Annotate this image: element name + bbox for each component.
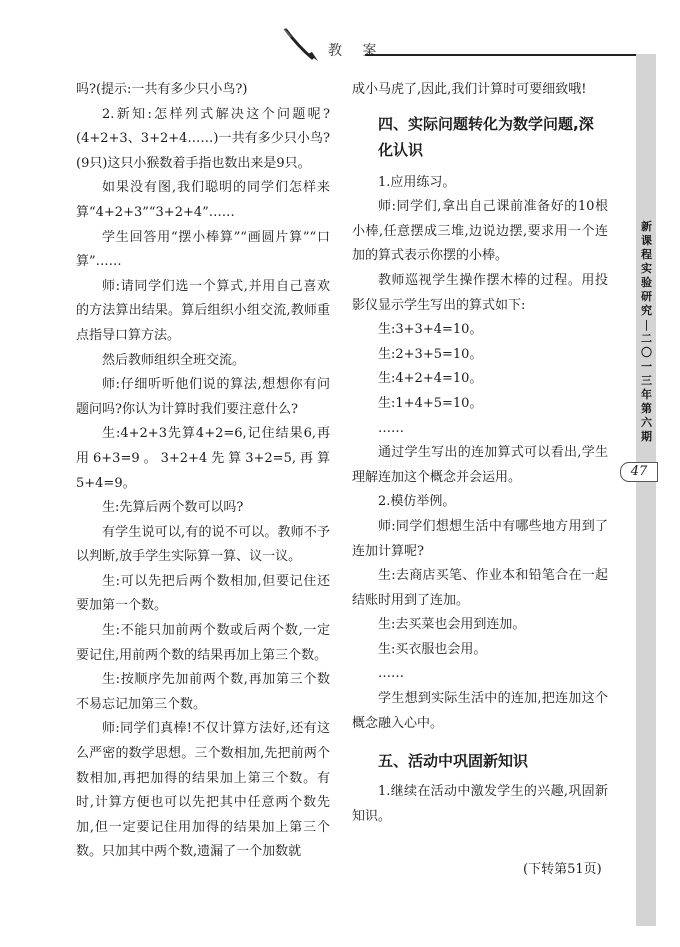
paragraph: 生:不能只加前两个数或后两个数,一定要记住,用前两个数的结果再加上第三个数。 — [76, 623, 330, 663]
paragraph: 师:请同学们选一个算式,并用自己喜欢的方法算出结果。算后组织小组交流,教师重点指导口算方法。 — [76, 278, 330, 343]
paragraph: 生:可以先把后两个数相加,但要记住还要加第一个数。 — [76, 573, 330, 614]
paragraph: 生:按顺序先加前两个数,再加第三个数不易忘记加第三个数。 — [76, 672, 330, 712]
paragraph: …… — [378, 420, 404, 436]
paragraph: 生:4+2+3先算4+2=6,记住结果6,再用6+3=9。3+2+4先算3+2=5,再算5+4=9。 — [76, 426, 330, 491]
journal-issue: 二〇一三年 第六期 — [641, 332, 652, 443]
journal-name: 新课程实验研究 — [641, 220, 652, 317]
section-heading: 四、实际问题转化为数学问题,深化认识 — [378, 114, 594, 159]
left-column — [76, 78, 330, 865]
paragraph: 师:同学们真棒!不仅计算方法好,还有这么严密的数学思想。三个数相加,先把前两个数相加,再把加得的结果加上第三个数。有时,计算方便也可以先把其中任意两个数先加,但一定要记住用加得的结果加上第三个数。只加其中两个数,遗漏了一个加数就 — [76, 721, 330, 860]
paragraph: 生:1+4+5=10。 — [378, 395, 483, 411]
paragraph: 师:同学们想想生活中有哪些地方用到了连加计算呢? — [352, 518, 608, 559]
section-heading: 五、活动中巩固新知识 — [378, 752, 529, 771]
paragraph: 学生回答用“摆小棒算”“画圆片算”“口算”…… — [76, 229, 330, 270]
paragraph: 成小马虎了,因此,我们计算时可要细致哦! — [352, 82, 587, 97]
paragraph: 学生想到实际生活中的连加,把连加这个概念融入心中。 — [352, 691, 608, 731]
paragraph: 吗?(提示:一共有多少只小鸟?) — [76, 82, 248, 97]
paragraph: 生:4+2+4=10。 — [378, 371, 483, 387]
sidebar-divider: | — [644, 318, 649, 331]
side-margin-band — [636, 54, 656, 926]
paragraph: 教师巡视学生操作摆木棒的过程。用投影仪显示学生写出的算式如下: — [352, 272, 608, 313]
right-column — [352, 78, 608, 829]
paragraph: 生:先算后两个数可以吗? — [102, 500, 244, 516]
header-rule — [365, 54, 637, 56]
paragraph: 生:2+3+5=10。 — [378, 346, 483, 362]
paragraph: 通过学生写出的连加算式可以看出,学生理解连加这个概念并会运用。 — [352, 445, 608, 485]
paragraph: 师:同学们,拿出自己课前准备好的10根小棒,任意摆成三堆,边说边摆,要求用一个连加的算式表示你摆的小棒。 — [352, 199, 608, 264]
paragraph: 生:去买菜也会用到连加。 — [378, 617, 526, 633]
paragraph: 如果没有图,我们聪明的同学们怎样来算“4+2+3”“3+2+4”…… — [76, 180, 330, 220]
paragraph: 2.模仿举例。 — [378, 494, 456, 510]
journal-sidebar — [640, 220, 653, 444]
paragraph: …… — [378, 666, 404, 682]
paragraph: 1.应用练习。 — [378, 174, 456, 190]
paragraph: 生:买衣服也会用。 — [378, 641, 487, 657]
page-header — [0, 0, 680, 80]
page-number: 47 — [620, 462, 658, 482]
paragraph: 有学生说可以,有的说不可以。教师不予以判断,放手学生实际算一算、议一议。 — [76, 524, 330, 565]
paragraph: 2.新知:怎样列式解决这个问题呢?(4+2+3、3+2+4……)一共有多少只小鸟?(9只)这只小猴数着手指也数出来是9只。 — [76, 106, 330, 171]
brush-pen-icon — [282, 28, 322, 62]
paragraph: 师:仔细听听他们说的算法,想想你有问题问吗?你认为计算时我们要注意什么? — [76, 377, 330, 417]
section-title: 教 案 — [328, 43, 385, 59]
paragraph: 生:3+3+4=10。 — [378, 322, 483, 338]
continued-note: (下转第51页) — [523, 862, 602, 877]
paragraph: 生:去商店买笔、作业本和铅笔合在一起结账时用到了连加。 — [352, 568, 608, 608]
paragraph: 然后教师组织全班交流。 — [102, 352, 246, 368]
paragraph: 1.继续在活动中激发学生的兴趣,巩固新知识。 — [352, 784, 608, 824]
